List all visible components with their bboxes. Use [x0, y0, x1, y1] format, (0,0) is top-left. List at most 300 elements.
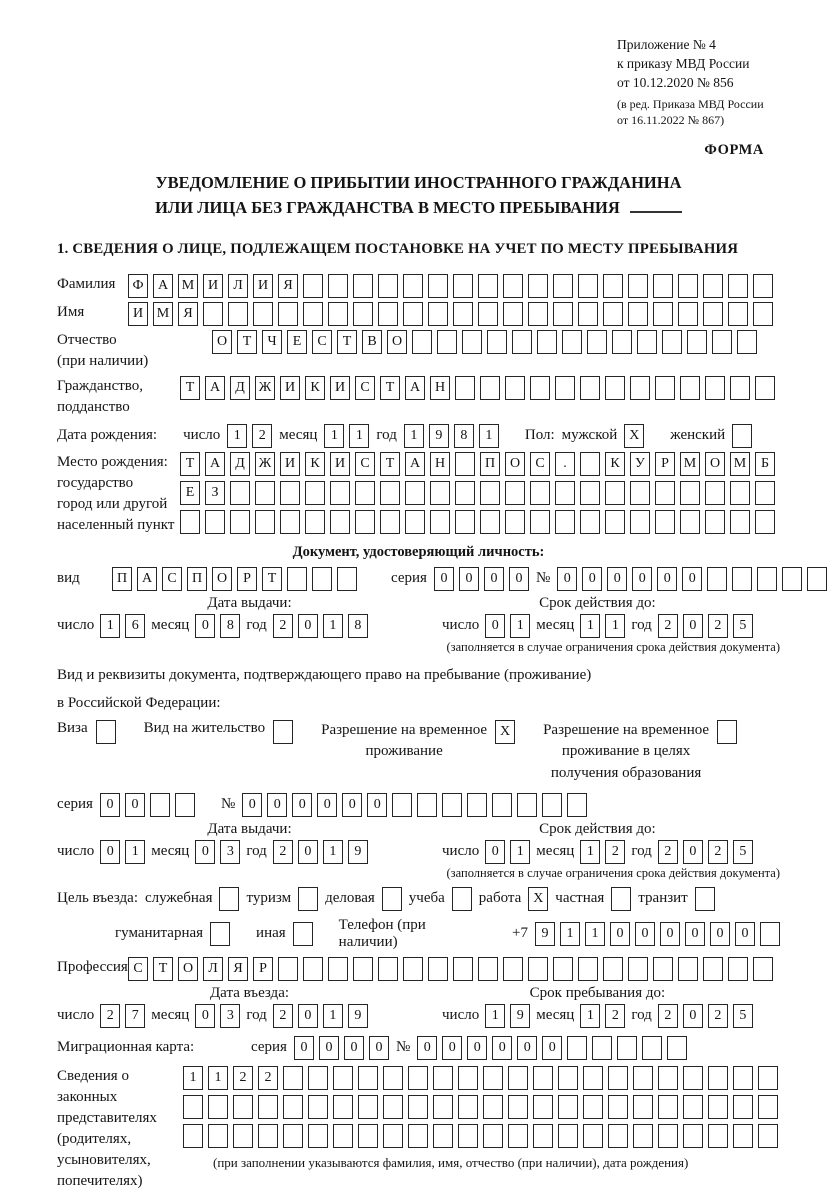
char-box[interactable] — [483, 1066, 503, 1090]
char-box[interactable] — [478, 274, 498, 298]
char-box[interactable] — [380, 481, 400, 505]
char-box[interactable]: Т — [337, 330, 357, 354]
char-box[interactable]: А — [405, 376, 425, 400]
char-box[interactable] — [583, 1095, 603, 1119]
char-box[interactable]: 2 — [273, 1004, 293, 1028]
char-box[interactable] — [175, 793, 195, 817]
char-box[interactable] — [355, 510, 375, 534]
char-box[interactable]: 2 — [708, 614, 728, 638]
char-box[interactable] — [558, 1066, 578, 1090]
char-box[interactable]: 0 — [509, 567, 529, 591]
char-box[interactable]: 0 — [342, 793, 362, 817]
char-box[interactable] — [678, 957, 698, 981]
char-box[interactable] — [528, 302, 548, 326]
char-box[interactable] — [757, 567, 777, 591]
char-box[interactable]: 2 — [658, 1004, 678, 1028]
char-box[interactable] — [328, 957, 348, 981]
char-box[interactable]: 1 — [404, 424, 424, 448]
char-box[interactable]: 2 — [658, 840, 678, 864]
char-box[interactable] — [433, 1066, 453, 1090]
char-box[interactable] — [705, 510, 725, 534]
char-box[interactable] — [678, 274, 698, 298]
char-box[interactable]: 0 — [492, 1036, 512, 1060]
char-box[interactable] — [558, 1095, 578, 1119]
char-box[interactable] — [283, 1095, 303, 1119]
char-box[interactable]: И — [280, 452, 300, 476]
char-box[interactable] — [580, 481, 600, 505]
char-box[interactable]: С — [312, 330, 332, 354]
char-box[interactable] — [308, 1095, 328, 1119]
char-box[interactable] — [807, 567, 827, 591]
char-box[interactable]: 0 — [542, 1036, 562, 1060]
char-box[interactable]: Я — [278, 274, 298, 298]
char-box[interactable] — [458, 1066, 478, 1090]
char-box[interactable] — [730, 376, 750, 400]
char-box[interactable]: 1 — [208, 1066, 228, 1090]
char-box[interactable]: Р — [253, 957, 273, 981]
char-box[interactable] — [380, 510, 400, 534]
char-box[interactable]: 9 — [510, 1004, 530, 1028]
char-box[interactable] — [330, 510, 350, 534]
char-box[interactable] — [653, 957, 673, 981]
char-box[interactable] — [608, 1095, 628, 1119]
char-box[interactable] — [480, 376, 500, 400]
char-box[interactable]: 8 — [348, 614, 368, 638]
char-box[interactable] — [392, 793, 412, 817]
char-box[interactable] — [680, 510, 700, 534]
char-box[interactable]: 0 — [344, 1036, 364, 1060]
char-box[interactable]: С — [530, 452, 550, 476]
char-box[interactable] — [492, 793, 512, 817]
char-box[interactable]: 0 — [582, 567, 602, 591]
char-box[interactable] — [305, 481, 325, 505]
char-box[interactable] — [782, 567, 802, 591]
char-box[interactable]: . — [555, 452, 575, 476]
char-box[interactable] — [403, 302, 423, 326]
char-box[interactable]: О — [212, 567, 232, 591]
char-box[interactable]: 1 — [349, 424, 369, 448]
char-box[interactable]: 1 — [479, 424, 499, 448]
char-box[interactable] — [303, 302, 323, 326]
char-box[interactable] — [658, 1095, 678, 1119]
char-box[interactable] — [558, 1124, 578, 1148]
char-box[interactable] — [717, 720, 737, 744]
char-box[interactable]: Т — [262, 567, 282, 591]
char-box[interactable] — [712, 330, 732, 354]
char-box[interactable]: 0 — [517, 1036, 537, 1060]
char-box[interactable] — [553, 274, 573, 298]
char-box[interactable]: 0 — [434, 567, 454, 591]
char-box[interactable] — [655, 376, 675, 400]
char-box[interactable] — [405, 481, 425, 505]
char-box[interactable] — [455, 376, 475, 400]
char-box[interactable]: 0 — [610, 922, 630, 946]
char-box[interactable] — [353, 302, 373, 326]
char-box[interactable]: 2 — [605, 840, 625, 864]
char-box[interactable]: 1 — [585, 922, 605, 946]
char-box[interactable]: М — [153, 302, 173, 326]
char-box[interactable] — [278, 957, 298, 981]
char-box[interactable] — [555, 481, 575, 505]
char-box[interactable]: 8 — [220, 614, 240, 638]
char-box[interactable]: Е — [180, 481, 200, 505]
char-box[interactable] — [603, 302, 623, 326]
char-box[interactable]: П — [480, 452, 500, 476]
char-box[interactable]: 2 — [605, 1004, 625, 1028]
char-box[interactable]: Т — [380, 452, 400, 476]
char-box[interactable] — [555, 510, 575, 534]
char-box[interactable]: 0 — [298, 840, 318, 864]
char-box[interactable]: 9 — [535, 922, 555, 946]
char-box[interactable]: 0 — [100, 793, 120, 817]
char-box[interactable] — [683, 1095, 703, 1119]
char-box[interactable]: 0 — [735, 922, 755, 946]
char-box[interactable]: 9 — [348, 1004, 368, 1028]
char-box[interactable]: П — [112, 567, 132, 591]
char-box[interactable] — [453, 302, 473, 326]
char-box[interactable] — [728, 274, 748, 298]
char-box[interactable]: 8 — [454, 424, 474, 448]
char-box[interactable] — [758, 1124, 778, 1148]
char-box[interactable] — [703, 274, 723, 298]
char-box[interactable] — [578, 302, 598, 326]
char-box[interactable] — [305, 510, 325, 534]
char-box[interactable]: Б — [755, 452, 775, 476]
char-box[interactable] — [542, 793, 562, 817]
char-box[interactable]: 1 — [510, 614, 530, 638]
char-box[interactable] — [433, 1095, 453, 1119]
char-box[interactable] — [755, 510, 775, 534]
char-box[interactable] — [617, 1036, 637, 1060]
char-box[interactable]: И — [280, 376, 300, 400]
char-box[interactable]: С — [162, 567, 182, 591]
char-box[interactable]: 0 — [100, 840, 120, 864]
char-box[interactable] — [480, 510, 500, 534]
char-box[interactable]: 0 — [685, 922, 705, 946]
char-box[interactable] — [733, 1095, 753, 1119]
char-box[interactable] — [230, 481, 250, 505]
char-box[interactable] — [505, 481, 525, 505]
char-box[interactable] — [405, 510, 425, 534]
char-box[interactable]: 0 — [683, 614, 703, 638]
char-box[interactable]: 0 — [607, 567, 627, 591]
char-box[interactable]: 2 — [252, 424, 272, 448]
char-box[interactable] — [358, 1095, 378, 1119]
char-box[interactable] — [758, 1095, 778, 1119]
char-box[interactable] — [258, 1124, 278, 1148]
char-box[interactable]: О — [178, 957, 198, 981]
char-box[interactable]: 9 — [429, 424, 449, 448]
char-box[interactable] — [530, 510, 550, 534]
char-box[interactable] — [708, 1124, 728, 1148]
char-box[interactable]: Я — [228, 957, 248, 981]
char-box[interactable] — [503, 274, 523, 298]
char-box[interactable]: М — [680, 452, 700, 476]
char-box[interactable] — [298, 887, 318, 911]
char-box[interactable]: 1 — [510, 840, 530, 864]
char-box[interactable]: 0 — [485, 614, 505, 638]
char-box[interactable] — [442, 793, 462, 817]
char-box[interactable] — [533, 1066, 553, 1090]
char-box[interactable] — [312, 567, 332, 591]
char-box[interactable]: 0 — [635, 922, 655, 946]
char-box[interactable] — [555, 376, 575, 400]
char-box[interactable]: Т — [180, 452, 200, 476]
char-box[interactable] — [658, 1124, 678, 1148]
char-box[interactable] — [403, 957, 423, 981]
char-box[interactable]: Л — [203, 957, 223, 981]
char-box[interactable] — [430, 481, 450, 505]
char-box[interactable]: 0 — [195, 1004, 215, 1028]
char-box[interactable] — [383, 1095, 403, 1119]
char-box[interactable] — [760, 922, 780, 946]
char-box[interactable] — [287, 567, 307, 591]
char-box[interactable] — [333, 1124, 353, 1148]
char-box[interactable] — [753, 274, 773, 298]
char-box[interactable] — [258, 1095, 278, 1119]
char-box[interactable]: А — [137, 567, 157, 591]
char-box[interactable] — [210, 922, 230, 946]
char-box[interactable]: 0 — [195, 840, 215, 864]
char-box[interactable]: 0 — [317, 793, 337, 817]
char-box[interactable] — [578, 274, 598, 298]
char-box[interactable] — [680, 376, 700, 400]
char-box[interactable]: 1 — [560, 922, 580, 946]
char-box[interactable]: Т — [237, 330, 257, 354]
char-box[interactable] — [703, 302, 723, 326]
char-box[interactable] — [283, 1124, 303, 1148]
char-box[interactable] — [605, 510, 625, 534]
char-box[interactable]: 0 — [442, 1036, 462, 1060]
char-box[interactable] — [578, 957, 598, 981]
char-box[interactable]: И — [203, 274, 223, 298]
char-box[interactable] — [328, 302, 348, 326]
char-box[interactable] — [637, 330, 657, 354]
char-box[interactable] — [737, 330, 757, 354]
char-box[interactable] — [728, 957, 748, 981]
char-box[interactable] — [592, 1036, 612, 1060]
char-box[interactable]: 5 — [733, 1004, 753, 1028]
char-box[interactable] — [378, 274, 398, 298]
char-box[interactable] — [583, 1066, 603, 1090]
char-box[interactable] — [733, 1124, 753, 1148]
char-box[interactable] — [753, 302, 773, 326]
char-box[interactable]: У — [630, 452, 650, 476]
char-box[interactable] — [633, 1124, 653, 1148]
char-box[interactable] — [358, 1066, 378, 1090]
char-box[interactable]: Т — [153, 957, 173, 981]
char-box[interactable] — [283, 1066, 303, 1090]
char-box[interactable] — [403, 274, 423, 298]
char-box[interactable] — [562, 330, 582, 354]
char-box[interactable] — [480, 481, 500, 505]
char-box[interactable] — [630, 481, 650, 505]
char-box[interactable] — [707, 567, 727, 591]
char-box[interactable] — [333, 1066, 353, 1090]
char-box[interactable] — [695, 887, 715, 911]
char-box[interactable] — [653, 302, 673, 326]
char-box[interactable]: О — [705, 452, 725, 476]
char-box[interactable] — [553, 957, 573, 981]
char-box[interactable] — [328, 274, 348, 298]
char-box[interactable] — [537, 330, 557, 354]
char-box[interactable]: О — [387, 330, 407, 354]
char-box[interactable]: 0 — [298, 1004, 318, 1028]
char-box[interactable]: 0 — [459, 567, 479, 591]
char-box[interactable] — [280, 510, 300, 534]
char-box[interactable]: 0 — [267, 793, 287, 817]
char-box[interactable] — [705, 376, 725, 400]
char-box[interactable] — [278, 302, 298, 326]
char-box[interactable] — [503, 957, 523, 981]
char-box[interactable] — [587, 330, 607, 354]
char-box[interactable]: 0 — [657, 567, 677, 591]
char-box[interactable] — [630, 510, 650, 534]
char-box[interactable]: Ж — [255, 452, 275, 476]
char-box[interactable] — [233, 1124, 253, 1148]
char-box[interactable] — [280, 481, 300, 505]
char-box[interactable]: И — [253, 274, 273, 298]
char-box[interactable]: 1 — [324, 424, 344, 448]
char-box[interactable] — [758, 1066, 778, 1090]
char-box[interactable] — [533, 1095, 553, 1119]
char-box[interactable]: Р — [655, 452, 675, 476]
char-box[interactable] — [333, 1095, 353, 1119]
char-box[interactable]: 0 — [683, 1004, 703, 1028]
char-box[interactable] — [508, 1095, 528, 1119]
char-box[interactable] — [467, 793, 487, 817]
char-box[interactable]: 0 — [298, 614, 318, 638]
char-box[interactable] — [517, 793, 537, 817]
char-box[interactable] — [353, 957, 373, 981]
char-box[interactable] — [308, 1066, 328, 1090]
char-box[interactable] — [303, 957, 323, 981]
char-box[interactable] — [567, 793, 587, 817]
char-box[interactable] — [150, 793, 170, 817]
char-box[interactable]: 1 — [183, 1066, 203, 1090]
char-box[interactable] — [603, 957, 623, 981]
char-box[interactable] — [452, 887, 472, 911]
char-box[interactable]: О — [212, 330, 232, 354]
char-box[interactable] — [683, 1124, 703, 1148]
char-box[interactable]: 0 — [195, 614, 215, 638]
char-box[interactable]: Н — [430, 376, 450, 400]
char-box[interactable]: 1 — [605, 614, 625, 638]
char-box[interactable] — [408, 1066, 428, 1090]
char-box[interactable] — [417, 793, 437, 817]
char-box[interactable]: Я — [178, 302, 198, 326]
char-box[interactable]: 0 — [660, 922, 680, 946]
char-box[interactable]: 3 — [220, 840, 240, 864]
char-box[interactable]: С — [128, 957, 148, 981]
char-box[interactable] — [730, 481, 750, 505]
char-box[interactable] — [732, 567, 752, 591]
char-box[interactable]: Л — [228, 274, 248, 298]
char-box[interactable] — [678, 302, 698, 326]
char-box[interactable] — [653, 274, 673, 298]
char-box[interactable] — [453, 957, 473, 981]
char-box[interactable] — [255, 510, 275, 534]
char-box[interactable] — [378, 957, 398, 981]
char-box[interactable]: М — [730, 452, 750, 476]
char-box[interactable]: Ч — [262, 330, 282, 354]
char-box[interactable] — [458, 1095, 478, 1119]
char-box[interactable] — [337, 567, 357, 591]
char-box[interactable] — [703, 957, 723, 981]
char-box[interactable]: 9 — [348, 840, 368, 864]
char-box[interactable]: 0 — [632, 567, 652, 591]
char-box[interactable] — [611, 887, 631, 911]
char-box[interactable] — [428, 302, 448, 326]
char-box[interactable]: 1 — [580, 1004, 600, 1028]
char-box[interactable] — [180, 510, 200, 534]
char-box[interactable]: 2 — [708, 1004, 728, 1028]
char-box[interactable] — [580, 452, 600, 476]
char-box[interactable] — [505, 376, 525, 400]
char-box[interactable] — [358, 1124, 378, 1148]
char-box[interactable] — [428, 957, 448, 981]
char-box[interactable] — [205, 510, 225, 534]
char-box[interactable] — [528, 274, 548, 298]
char-box[interactable] — [683, 1066, 703, 1090]
char-box[interactable] — [219, 887, 239, 911]
char-box[interactable] — [508, 1066, 528, 1090]
char-box[interactable] — [483, 1124, 503, 1148]
char-box[interactable]: 2 — [233, 1066, 253, 1090]
char-box[interactable]: 2 — [273, 614, 293, 638]
char-box[interactable]: 0 — [292, 793, 312, 817]
char-box[interactable] — [580, 510, 600, 534]
char-box[interactable] — [755, 481, 775, 505]
char-box[interactable]: 2 — [100, 1004, 120, 1028]
char-box[interactable] — [662, 330, 682, 354]
char-box[interactable]: Ф — [128, 274, 148, 298]
char-box[interactable]: Т — [380, 376, 400, 400]
char-box[interactable] — [567, 1036, 587, 1060]
char-box[interactable] — [730, 510, 750, 534]
char-box[interactable] — [233, 1095, 253, 1119]
char-box[interactable] — [628, 274, 648, 298]
char-box[interactable]: И — [330, 452, 350, 476]
char-box[interactable]: 2 — [258, 1066, 278, 1090]
char-box[interactable] — [183, 1124, 203, 1148]
char-box[interactable] — [183, 1095, 203, 1119]
char-box[interactable] — [453, 274, 473, 298]
char-box[interactable] — [733, 1066, 753, 1090]
char-box[interactable]: Д — [230, 376, 250, 400]
char-box[interactable]: О — [505, 452, 525, 476]
char-box[interactable]: Т — [180, 376, 200, 400]
char-box[interactable] — [383, 1066, 403, 1090]
char-box[interactable] — [462, 330, 482, 354]
char-box[interactable]: 0 — [682, 567, 702, 591]
char-box[interactable] — [658, 1066, 678, 1090]
char-box[interactable]: X — [495, 720, 515, 744]
char-box[interactable]: 3 — [220, 1004, 240, 1028]
char-box[interactable] — [580, 376, 600, 400]
char-box[interactable] — [628, 302, 648, 326]
char-box[interactable] — [303, 274, 323, 298]
char-box[interactable]: X — [528, 887, 548, 911]
char-box[interactable] — [530, 376, 550, 400]
char-box[interactable] — [355, 481, 375, 505]
char-box[interactable]: 0 — [319, 1036, 339, 1060]
char-box[interactable]: 5 — [733, 614, 753, 638]
char-box[interactable] — [378, 302, 398, 326]
char-box[interactable] — [383, 1124, 403, 1148]
char-box[interactable] — [508, 1124, 528, 1148]
char-box[interactable] — [382, 887, 402, 911]
